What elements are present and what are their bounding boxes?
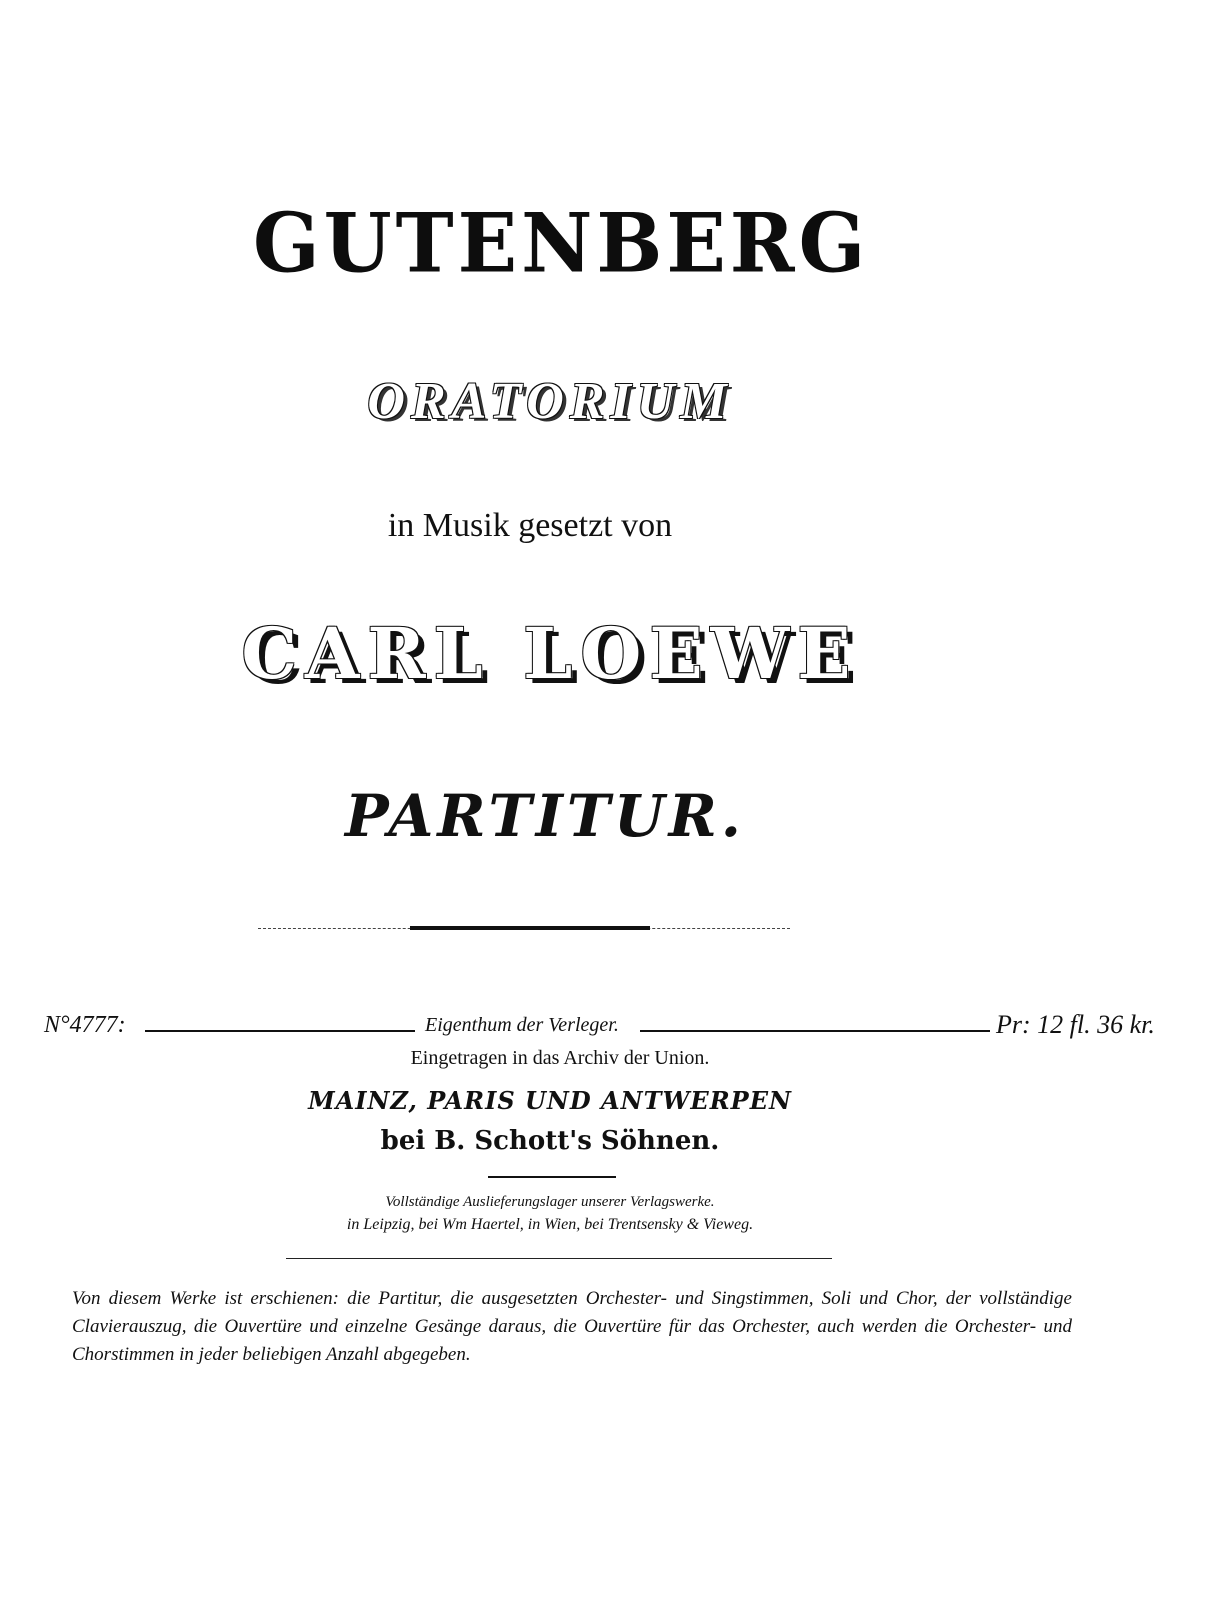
publication-note: Von diesem Werke ist erschienen: die Partitur, die ausgesetzten Orchester- und Singstimmen, Soli und Chor, der vollständige Clavierauszug, die Ouvertüre und einzelne Gesänge daraus, die Ouvertüre für das Orchester, auch werden die Orchester- und Chorstimmen in jeder beliebigen Anzahl abgegeben. [72, 1288, 1072, 1365]
publisher-cities: MAINZ, PARIS UND ANTWERPEN [308, 1086, 792, 1115]
subtitle: ORATORIUM [367, 373, 733, 430]
score-type: PARTITUR. [344, 782, 745, 850]
imprint-rule-right [640, 1030, 990, 1032]
divider-thick [410, 926, 650, 930]
composer-name: CARL LOEWE [241, 612, 859, 695]
registration-notice: Eingetragen in das Archiv der Union. [410, 1047, 710, 1069]
publisher-name: bei B. Schott's Söhnen. [380, 1126, 720, 1156]
divider-long [286, 1258, 832, 1259]
property-notice: Eigenthum der Verleger. [425, 1014, 619, 1036]
depots-line-1: Vollständige Auslieferungslager unserer Verlagswerke. [385, 1194, 715, 1210]
plate-number: N°4777: [44, 1012, 126, 1038]
price: Pr: 12 fl. 36 kr. [996, 1010, 1155, 1039]
divider-short [488, 1176, 616, 1178]
title: GUTENBERG [253, 195, 870, 292]
imprint-rule-left [145, 1030, 415, 1032]
depots-line-2: in Leipzig, bei Wm Haertel, in Wien, bei Trentsensky & Vieweg. [346, 1216, 754, 1233]
set-by-line: in Musik gesetzt von [387, 507, 673, 544]
